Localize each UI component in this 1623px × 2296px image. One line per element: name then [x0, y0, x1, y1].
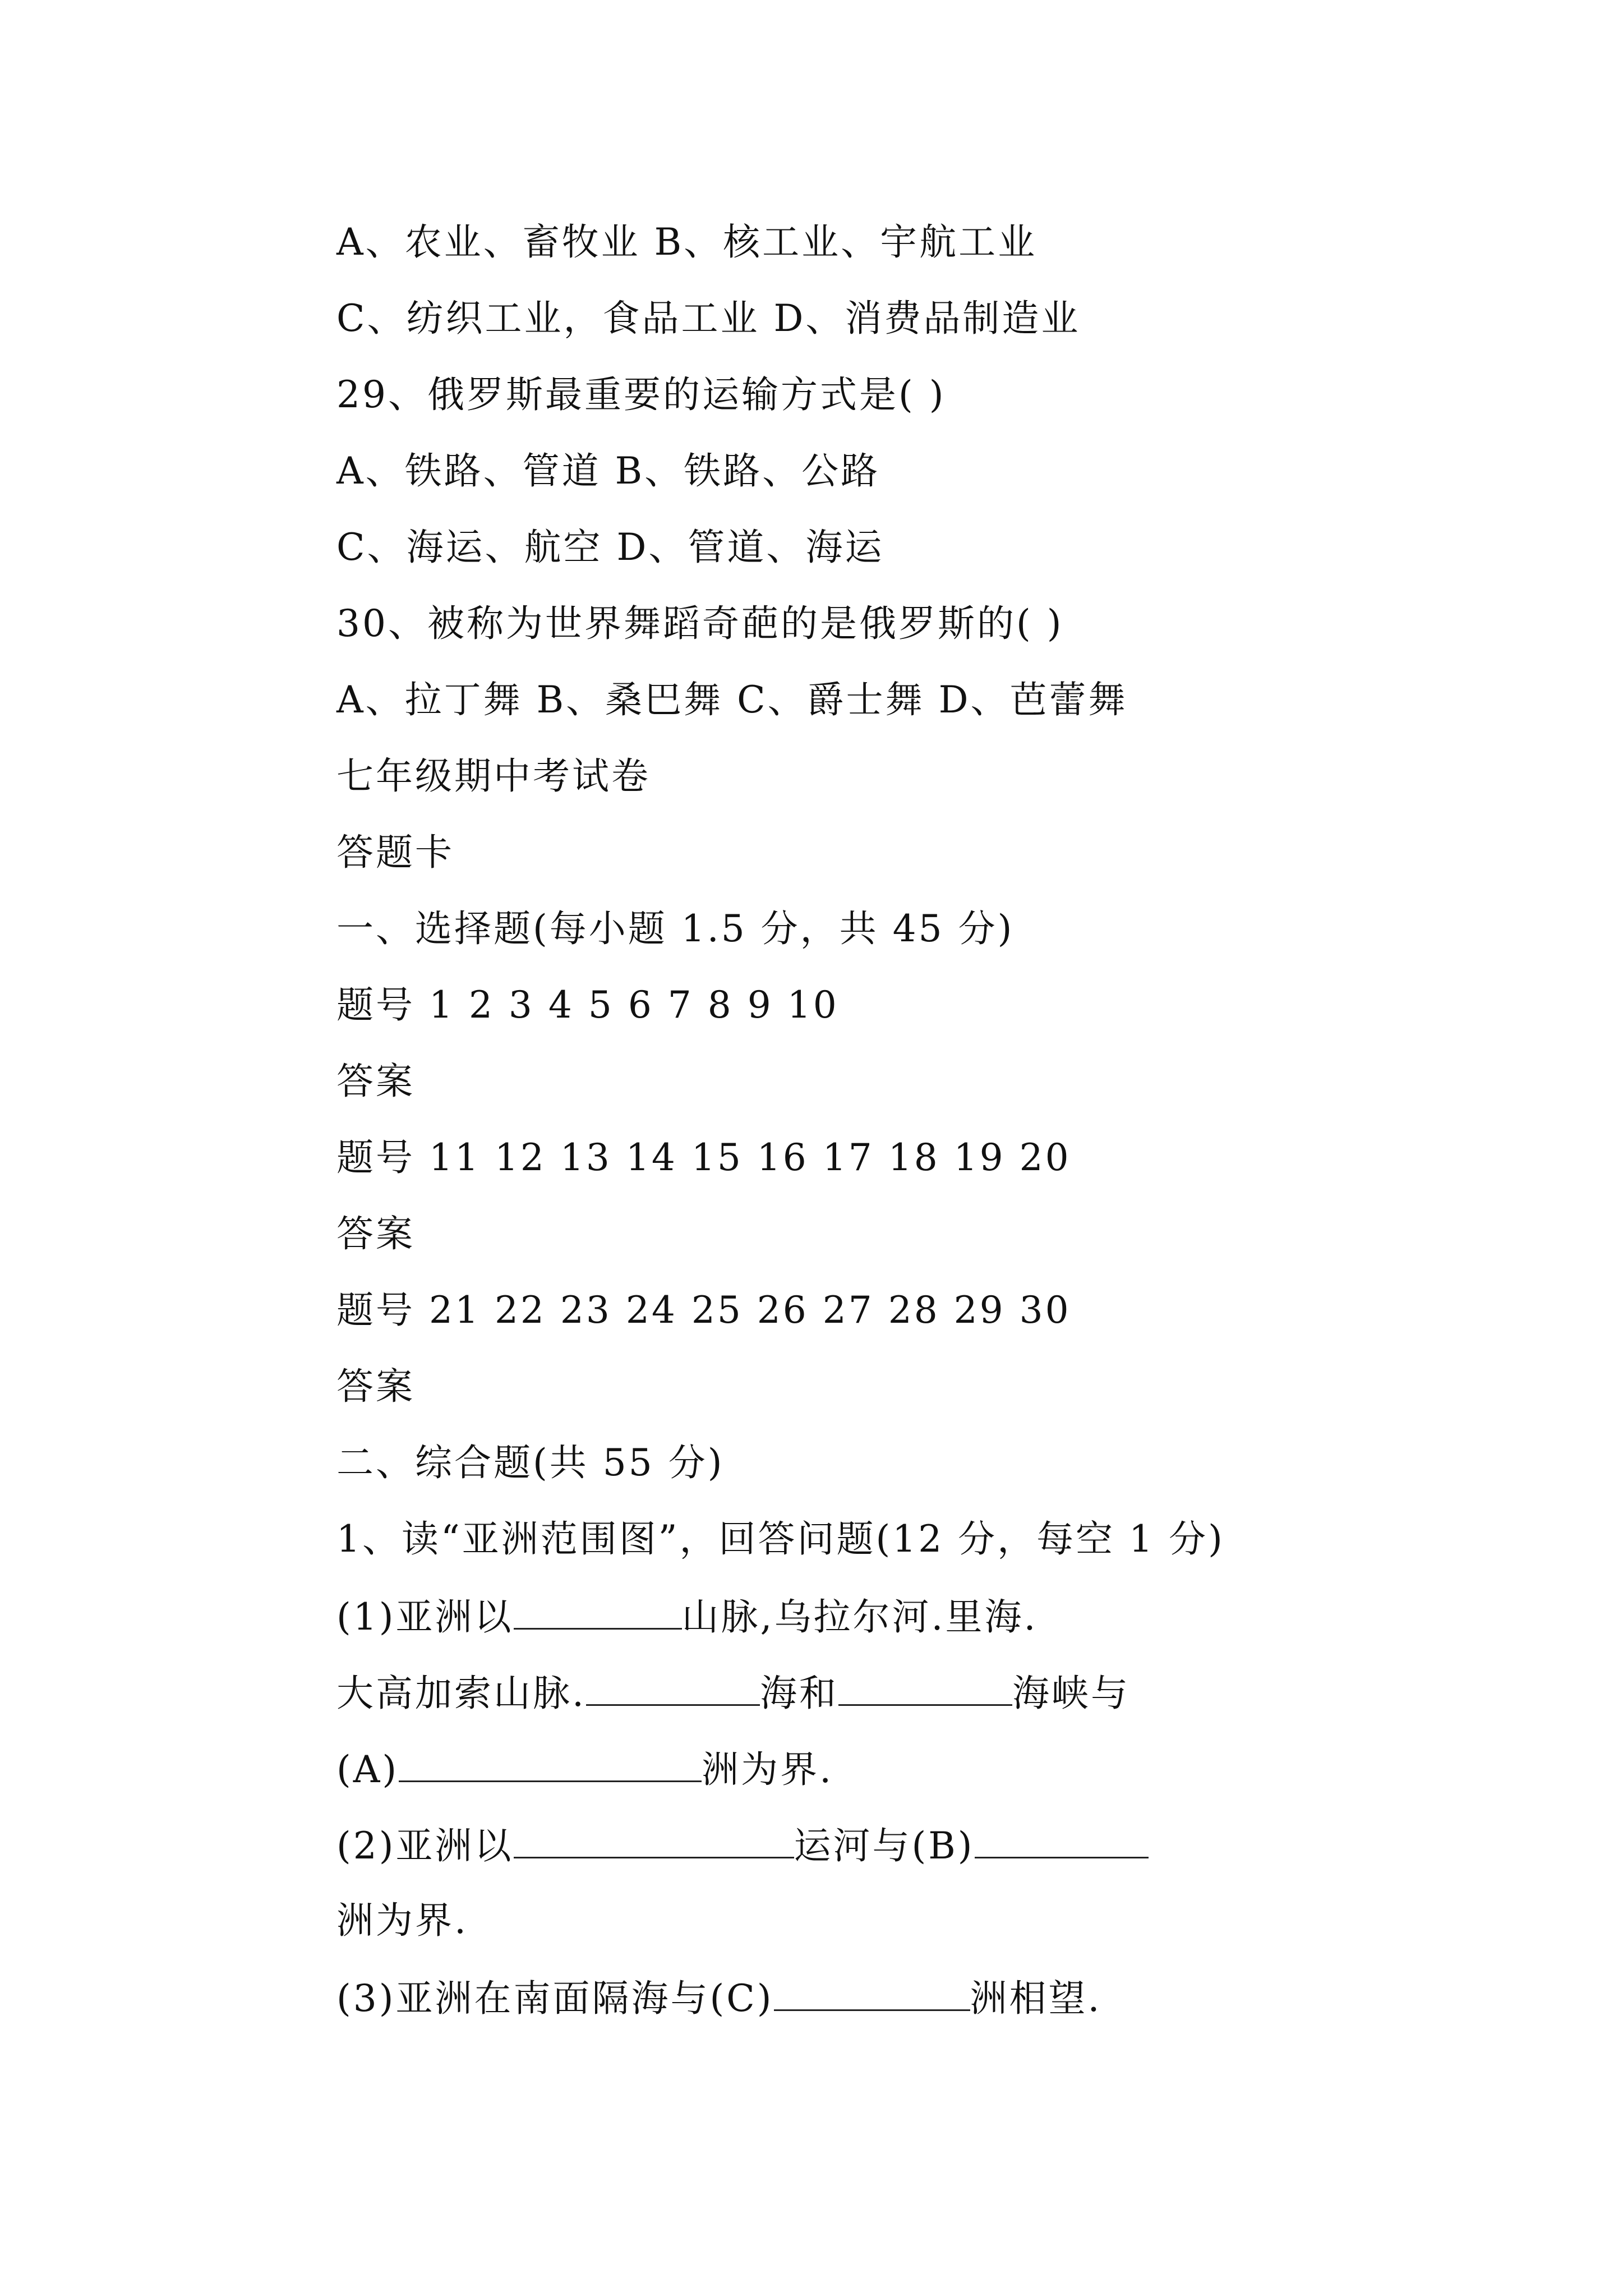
- section-two-heading: 二、综合题(共 55 分): [336, 1441, 725, 1484]
- answer-blank: [514, 1822, 794, 1858]
- question-1-part-2-line-2: 洲为界.: [336, 1899, 468, 1942]
- answer-blank: [399, 1746, 702, 1782]
- text-segment: (1)亚洲以: [336, 1595, 514, 1639]
- question-1-prompt: 1、读“亚洲范围图”，回答问题(12 分，每空 1 分): [336, 1517, 1225, 1561]
- question-1-part-1-line-3: [336, 1746, 833, 1792]
- answer-blank: [774, 1975, 970, 2011]
- question-number-row-1: 题号 1 2 3 4 5 6 7 8 9 10: [336, 983, 839, 1027]
- text-segment: 洲为界.: [702, 1748, 834, 1791]
- section-one-heading: 一、选择题(每小题 1.5 分，共 45 分): [336, 907, 1015, 950]
- text-segment: 运河与(B): [794, 1824, 975, 1867]
- text-segment: 海和: [759, 1672, 838, 1715]
- option-line-28-ab: A、农业、畜牧业 B、核工业、宇航工业: [336, 220, 1038, 264]
- option-line-29-cd: C、海运、航空 D、管道、海运: [336, 526, 884, 569]
- text-segment: 大高加索山脉.: [336, 1672, 586, 1715]
- question-1-part-2-line-1: [336, 1822, 1149, 1869]
- question-number-row-3: 题号 21 22 23 24 25 26 27 28 29 30: [336, 1289, 1071, 1332]
- answer-blank: [586, 1669, 760, 1706]
- option-line-28-cd: C、纺织工业，食品工业 D、消费品制造业: [336, 297, 1081, 340]
- answer-row-1: 答案: [336, 1060, 415, 1103]
- answer-row-2: 答案: [336, 1212, 415, 1255]
- answer-blank: [975, 1822, 1149, 1858]
- question-1-part-1-line-2: [336, 1669, 1130, 1716]
- question-29: 29、俄罗斯最重要的运输方式是( ): [336, 373, 946, 416]
- answer-blank: [838, 1669, 1012, 1706]
- text-segment: (2)亚洲以: [336, 1824, 514, 1867]
- text-segment: (3)亚洲在南面隔海与(C): [336, 1977, 774, 2020]
- text-segment: 海峡与: [1012, 1672, 1130, 1715]
- text-segment: 山脉,乌拉尔河.里海.: [681, 1595, 1038, 1639]
- text-segment: 洲相望.: [970, 1977, 1102, 2020]
- exam-title: 七年级期中考试卷: [336, 754, 651, 798]
- answer-row-3: 答案: [336, 1365, 415, 1408]
- question-30: 30、被称为世界舞蹈奇葩的是俄罗斯的( ): [336, 602, 1064, 645]
- answer-sheet-title: 答题卡: [336, 831, 454, 874]
- text-segment: (A): [336, 1748, 399, 1791]
- option-line-29-ab: A、铁路、管道 B、铁路、公路: [336, 449, 880, 493]
- option-line-30: A、拉丁舞 B、桑巴舞 C、爵士舞 D、芭蕾舞: [336, 678, 1128, 721]
- answer-blank: [514, 1593, 682, 1630]
- question-1-part-1-line-1: [336, 1593, 1038, 1640]
- question-1-part-3: [336, 1975, 1101, 2021]
- question-number-row-2: 题号 11 12 13 14 15 16 17 18 19 20: [336, 1136, 1071, 1179]
